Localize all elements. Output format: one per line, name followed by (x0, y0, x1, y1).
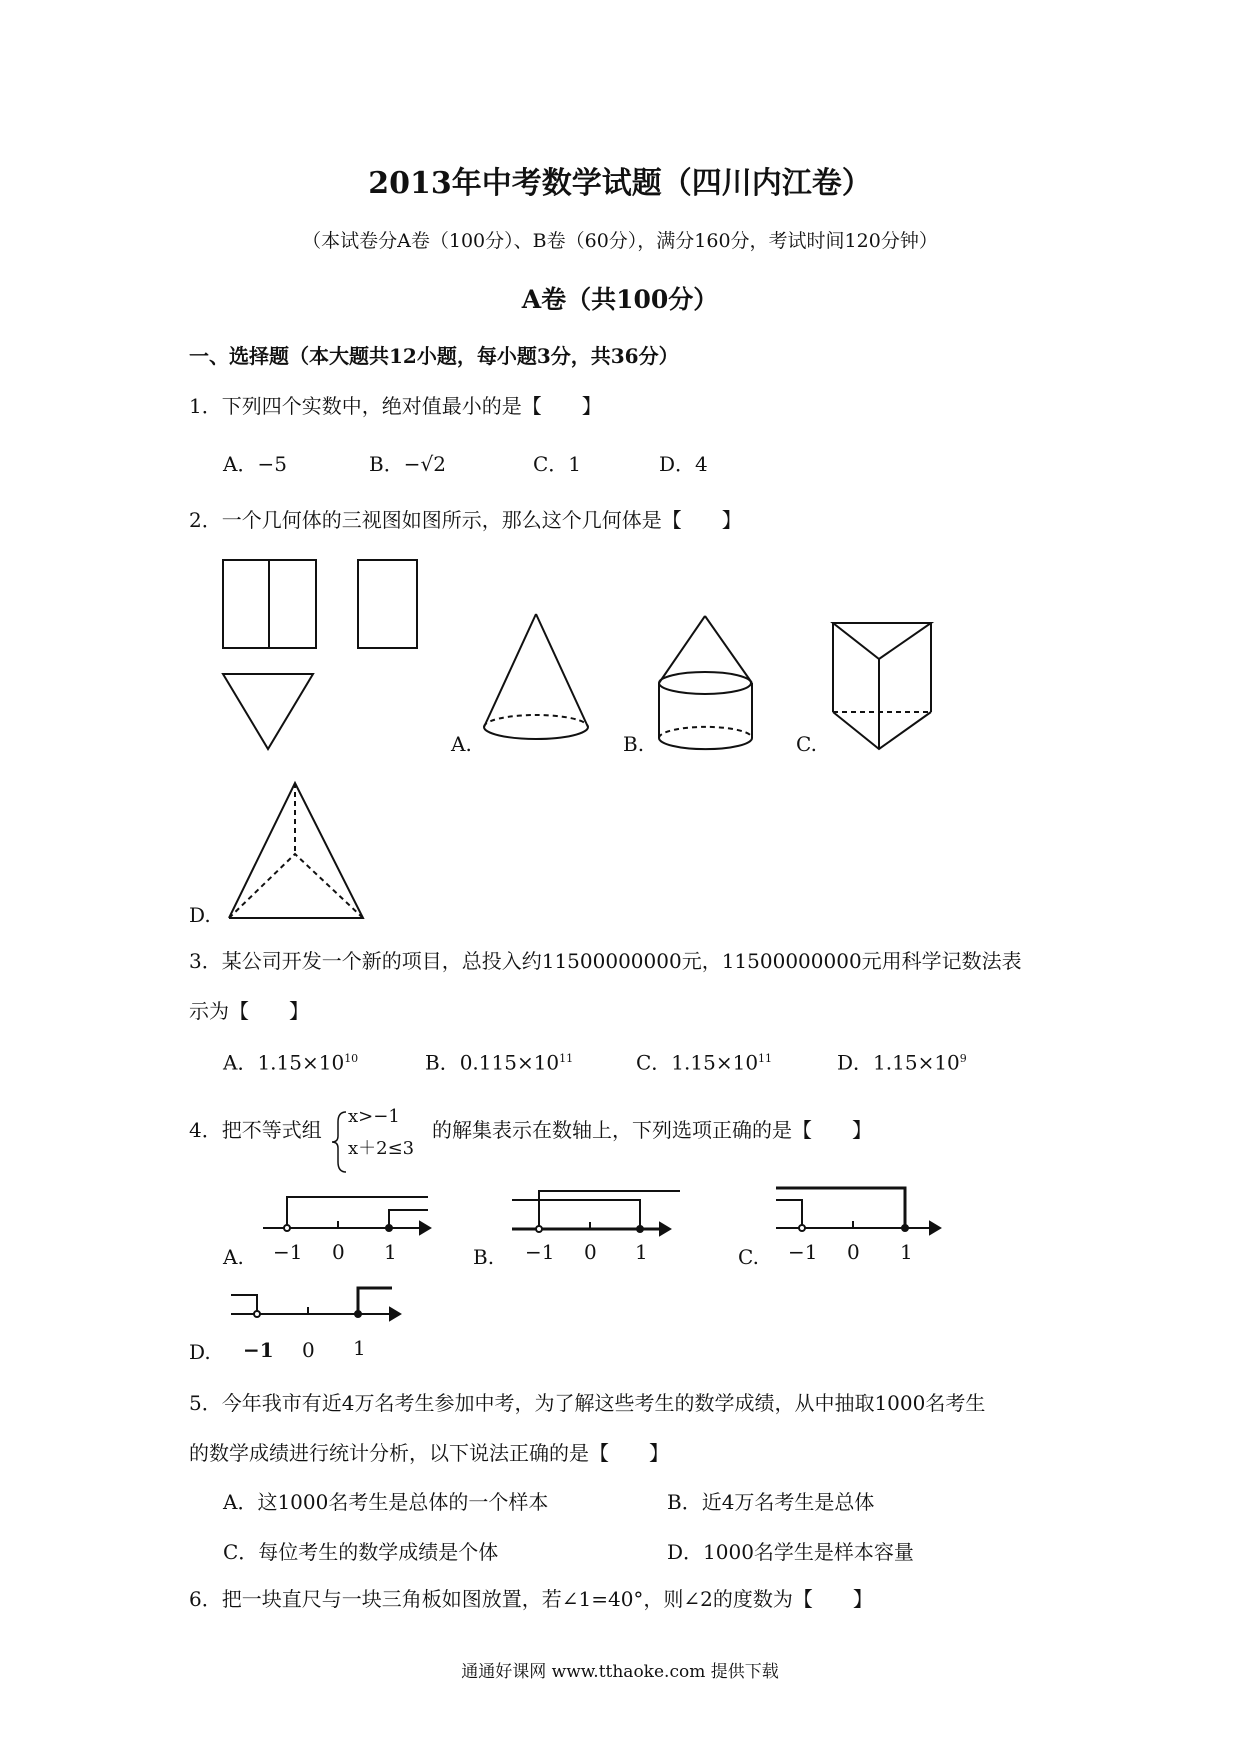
q1-option-b: B．−√2 (369, 452, 446, 476)
tick-label: −1 (273, 1240, 303, 1264)
number-line-a (263, 1197, 430, 1234)
brace (332, 1112, 346, 1172)
q1-stem: 1．下列四个实数中，绝对值最小的是【 】 (189, 394, 602, 418)
tick-label: 0 (847, 1240, 860, 1264)
q1-option-c: C．1 (533, 452, 582, 476)
footer-credit: 通通好课网 www.tthaoke.com 提供下载 (461, 1662, 779, 1682)
number-line-c (776, 1188, 940, 1234)
tick-label: 1 (635, 1240, 648, 1264)
cylinder-cone-figure (659, 616, 752, 749)
q5-option-a: A．这1000名考生是总体的一个样本 (223, 1490, 549, 1514)
q5-option-d: D．1000名学生是样本容量 (667, 1540, 914, 1564)
tick-label: −1 (788, 1240, 818, 1264)
tick-label: 1 (384, 1240, 397, 1264)
q3-option-a: A．$1.15\times 10^{10}$ (223, 1050, 359, 1075)
q5-stem-line1: 5．今年我市有近4万名考生参加中考，为了解这些考生的数学成绩，从中抽取1000名考生 (189, 1391, 986, 1415)
q3-option-c: C．$1.15\times 10^{11}$ (636, 1050, 773, 1075)
q1-option-a: A．−5 (223, 452, 287, 476)
q4-option-d: D. (189, 1340, 211, 1364)
tick-label: −1 (243, 1338, 274, 1362)
q2-stem: 2．一个几何体的三视图如图所示，那么这个几何体是【 】 (189, 508, 742, 532)
q3-option-d: D．$1.15\times 10^9$ (837, 1050, 967, 1075)
q5-option-b: B．近4万名考生是总体 (667, 1490, 875, 1514)
front-view (223, 560, 316, 648)
q2-option-c: C. (796, 732, 817, 756)
part-a-heading: A卷（共100分） (521, 285, 719, 314)
q5-stem-line2: 的数学成绩进行统计分析，以下说法正确的是【 】 (189, 1441, 669, 1465)
prism-figure (833, 623, 931, 749)
q4-stem-pre: 4．把不等式组 (189, 1118, 322, 1142)
tick-label: 1 (900, 1240, 913, 1264)
q2-option-b: B. (623, 732, 645, 756)
q4-option-b: B. (473, 1245, 495, 1269)
tick-label: 0 (332, 1240, 345, 1264)
cone-figure (484, 614, 588, 739)
q4-stem-post: 的解集表示在数轴上，下列选项正确的是【 】 (432, 1118, 872, 1142)
exam-subtitle: （本试卷分A卷（100分）、B卷（60分），满分160分，考试时间120分钟） (302, 230, 938, 252)
section-heading: 一、选择题（本大题共12小题，每小题3分，共36分） (189, 344, 679, 368)
tick-label: 0 (302, 1338, 315, 1362)
q4-option-a: A. (223, 1245, 244, 1269)
tick-label: 0 (584, 1240, 597, 1264)
page-title: 2013年中考数学试题（四川内江卷） (368, 166, 872, 201)
q3-option-b: B．$0.115\times 10^{11}$ (425, 1050, 574, 1075)
q4-inequality-1: x>−1 (348, 1106, 400, 1127)
q6-stem: 6．把一块直尺与一块三角板如图放置，若∠1=40°，则∠2的度数为【 】 (189, 1587, 873, 1611)
q2-option-d: D. (189, 903, 211, 927)
q1-option-d: D．4 (659, 452, 708, 476)
side-view (358, 560, 417, 648)
tick-label: −1 (525, 1240, 555, 1264)
q3-stem-line2: 示为【 】 (189, 999, 309, 1023)
tick-label: 1 (353, 1336, 366, 1360)
number-line-b (512, 1191, 680, 1235)
q4-option-c: C. (738, 1245, 759, 1269)
number-line-d (231, 1288, 400, 1320)
top-view (223, 674, 313, 749)
q3-stem-line1: 3．某公司开发一个新的项目，总投入约11500000000元，11500000000元用科学记数法表 (189, 949, 1022, 973)
q4-inequality-2: x＋2≤3 (348, 1138, 415, 1159)
q2-option-a: A. (451, 732, 472, 756)
tetrahedron-figure (229, 783, 363, 918)
q5-option-c: C．每位考生的数学成绩是个体 (223, 1540, 499, 1564)
